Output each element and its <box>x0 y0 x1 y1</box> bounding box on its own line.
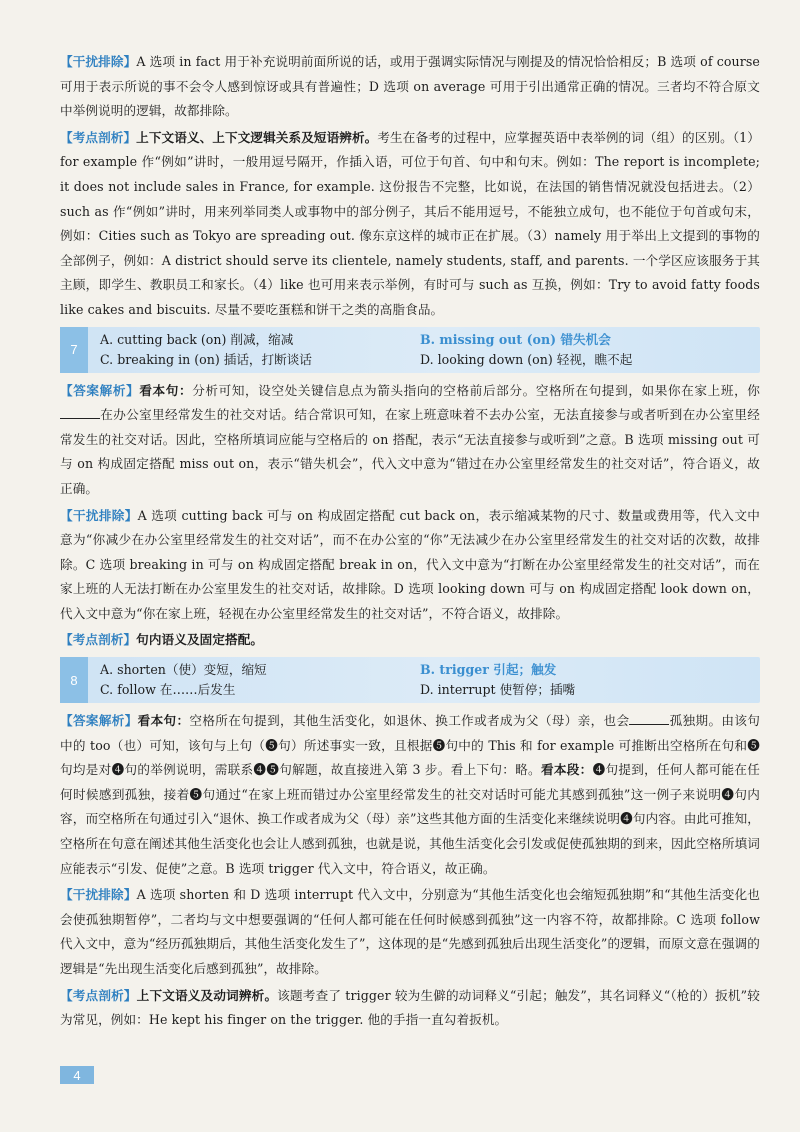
paragraph-distractor-7 <box>60 504 760 627</box>
paragraph-distractor-8 <box>60 883 760 981</box>
option-c-q7: C. breaking in (on) 插话，打断谈话 <box>100 351 312 367</box>
label-analysis: 【考点剖析】 <box>60 987 137 1003</box>
label-distractor: 【干扰排除】 <box>60 507 138 523</box>
answer-text-7a: 分析可知，设空处关键信息点为箭头指向的空格前后部分。空格所在句提到，如果你在家上班，你 <box>192 382 760 398</box>
answer-blank-7 <box>60 406 100 419</box>
distractor-text-6: A 选项 in fact 用于补充说明前面所说的话，或用于强调实际情况与刚提及的情况恰恰相反；B 选项 of course 可用于表示所说的事不会令人感到惊讶或具有普遍性；D 选项 on average 可用于引出通常正确的情况。三者均不符合原文中举例说明的逻辑，故都排除。 <box>60 54 760 119</box>
paragraph-analysis-7 <box>60 628 760 653</box>
question-number-8: 8 <box>60 657 88 703</box>
page-number: 4 <box>60 1066 94 1084</box>
option-d-q7: D. looking down (on) 轻视，瞧不起 <box>420 351 633 367</box>
paragraph-analysis-6 <box>60 126 760 323</box>
label-distractor: 【干扰排除】 <box>60 54 137 69</box>
answer-bold-8b: 看本段： <box>540 762 593 778</box>
label-analysis: 【考点剖析】 <box>60 129 137 145</box>
paragraph-analysis-8 <box>60 984 760 1033</box>
answer-text-8b: 孤独期。由该句中的 too（也）可知，该句与上句（❺句）所述事实一致，且根据❺句中的 This 和 for example 可推断出空格所在句和❺句均是对❹句的举例说明，需联系❹❺句解题，故直接进入第 3 步。看上下句：略。 <box>60 713 760 778</box>
analysis-bold-8: 上下文语义及动词辨析。 <box>136 987 278 1003</box>
answer-text-7b: 在办公室里经常发生的社交对话。结合常识可知，在家上班意味着不去办公室，无法直接参与或者听到在办公室里经常发生的社交对话。因此，空格所填词应能与空格后的 on 搭配，表示“无法直接参与或听到”之意。B 选项 missing out 可与 on 构成固定搭配 miss out on，表示“错失机会”，代入文中意为“错过在办公室里经常发生的社交对话”，符合语义，故正确。 <box>60 407 760 496</box>
answer-text-8c: ❹句提到，任何人都可能在任何时候感到孤独，接着❺句通过“在家上班而错过办公室里经常发生的社交对话时可能尤其感到孤独”这一例子来说明❹句内容，而空格所在句通过引入“退休、换工作或者成为父（母）亲”这些其他方面的生活变化来继续说明❹句内容。由此可推知，空格所在句意在阐述其他生活变化也会让人感到孤独，也就是说，其他生活变化会引发或促使孤独期的到来，因此空格所填词应能表示“引发、促使”之意。B 选项 trigger 代入文中，符合语义，故正确。 <box>60 762 761 876</box>
page-content <box>60 50 760 1035</box>
answer-blank-8 <box>629 712 669 725</box>
label-answer: 【答案解析】 <box>60 713 138 729</box>
answer-bold-8a: 看本句： <box>137 713 190 729</box>
label-analysis: 【考点剖析】 <box>60 632 137 648</box>
options-box-q8 <box>60 657 760 703</box>
analysis-bold-6: 上下文语义、上下文逻辑关系及短语辨析。 <box>136 129 378 145</box>
analysis-text-8: 该题考查了 trigger 较为生僻的动词释义“引起；触发”，其名词释义“（枪的）扳机”较为常见，例如：He kept his finger on the trigger. 他的手指一直勾着扳机。 <box>60 987 760 1028</box>
analysis-bold-7: 句内语义及固定搭配。 <box>136 632 264 648</box>
distractor-text-7: A 选项 cutting back 可与 on 构成固定搭配 cut back on，表示缩减某物的尺寸、数量或费用等，代入文中意为“你减少在办公室里经常发生的社交对话”，而不在办公室的“你”无法减少在办公室里经常发生的社交对话的次数，故排除。C 选项 breaking in 可与 on 构成固定搭配 break in on，代入文中意为“打断在办公室里经常发生的社交对话”，而在家上班的人无法打断在办公室里发生的社交对话，故排除。D 选项 looking down 可与 on 构成固定搭配 look down on，代入文中意为“你在家上班，轻视在办公室里经常发生的社交对话”，不符合语义，故排除。 <box>60 507 760 621</box>
paragraph-answer-7 <box>60 379 760 502</box>
options-box-q7 <box>60 327 760 373</box>
label-distractor: 【干扰排除】 <box>60 887 137 903</box>
option-a-q7: A. cutting back (on) 削减，缩减 <box>100 331 294 347</box>
paragraph-answer-8 <box>60 709 760 881</box>
option-b-q7-correct: B. missing out (on) 错失机会 <box>420 331 611 347</box>
analysis-text-6: 考生在备考的过程中，应掌握英语中表举例的词（组）的区别。（1）for example 作“例如”讲时，一般用逗号隔开，作插入语，可位于句首、句中和句末。例如：The report is incomplete; it does not include sales in France, for example. 这份报告不完整，比如说，在法国的销售情况就没包括进去。（2）such as 作“例如”讲时，用来列举同类人或事物中的部分例子，其后不能用逗号，不能独立成句，也不能位于句首或句末，例如：Cities such as Tokyo are spreading out. 像东京这样的城市正在扩展。（3）namely 用于举出上文提到的事物的全部例子，例如：A district should serve its clientele, namely students, staff, and parents. 一个学区应该服务于其主顾，即学生、教职员工和家长。（4）like 也可用来表示举例，有时可与 such as 互换，例如：Try to avoid fatty foods like cakes and biscuits. 尽量不要吃蛋糕和饼干之类的高脂食品。 <box>60 129 760 317</box>
option-d-q8: D. interrupt 使暂停；插嘴 <box>420 682 576 698</box>
label-answer: 【答案解析】 <box>60 382 140 398</box>
answer-text-8a: 空格所在句提到，其他生活变化，如退休、换工作或者成为父（母）亲，也会 <box>189 713 630 729</box>
option-c-q8: C. follow 在……后发生 <box>100 682 236 698</box>
distractor-text-8: A 选项 shorten 和 D 选项 interrupt 代入文中，分别意为“其他生活变化也会缩短孤独期”和“其他生活变化也会使孤独期暂停”，二者均与文中想要强调的“任何人都可能在任何时候感到孤独”这一内容不符，故都排除。C 选项 follow 代入文中，意为“经历孤独期后，其他生活变化发生了”，这体现的是“先感到孤独后出现生活变化”的逻辑，而原文意在强调的逻辑是“先出现生活变化后感到孤独”，故排除。 <box>60 887 760 976</box>
paragraph-distractor-6 <box>60 50 760 124</box>
question-number-7: 7 <box>60 327 88 373</box>
answer-bold-7: 看本句： <box>139 382 193 398</box>
option-a-q8: A. shorten（使）变短，缩短 <box>100 662 267 678</box>
option-b-q8-correct: B. trigger 引起；触发 <box>420 662 557 678</box>
